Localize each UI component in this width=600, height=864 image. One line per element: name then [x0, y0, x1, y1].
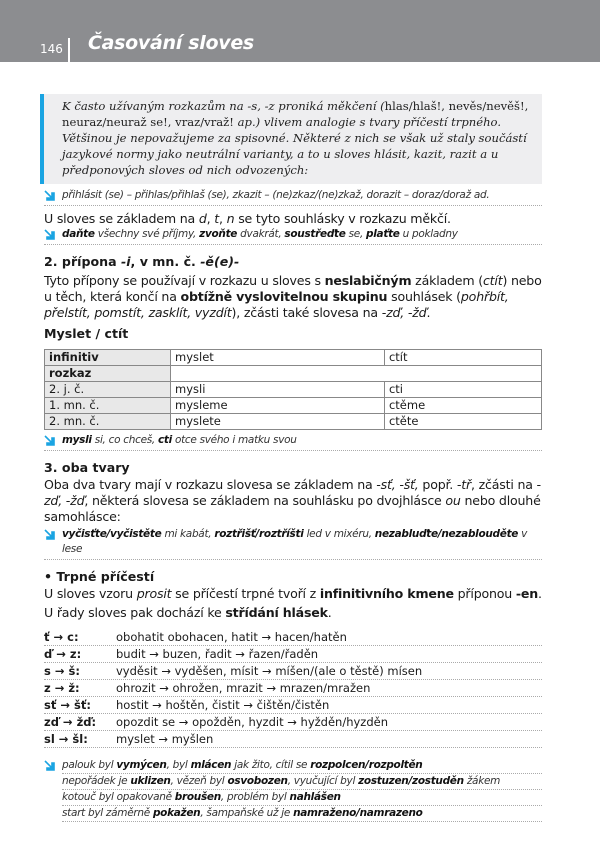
example-block	[44, 758, 542, 824]
example-line: mysli si, co chceš, cti otce svého i matku svou	[44, 433, 542, 451]
example-line: daňte všechny své příjmy, zvoňte dvakrát, soustřeďte se, plaťte u pokladny	[44, 227, 542, 245]
note-text: K často užívaným rozkazům na -s, -z proniká měkčení (	[62, 99, 385, 113]
example-line: vyčisťte/vyčistěte mi kabát, roztřišť/roztříšti led v mixéru, nezabluďte/nezablouděte v lese	[44, 527, 542, 560]
section-heading: 3. oba tvary	[44, 460, 130, 475]
note-text: ap.) vlivem analogie s tvary příčestí trpného. Většinou je nepovažujeme za spisovné. Některé z nich se však už staly součástí jazykové normy jako neutrální varianty, a to u sloves hlásit, kazit, razit a u předponových sloves od nich odvozených:	[62, 115, 527, 177]
example-line	[44, 188, 542, 206]
page-content	[44, 94, 542, 824]
table-row: infinitiv myslet ctít	[45, 350, 542, 366]
table-row: 2. j. č. mysli cti	[45, 382, 542, 398]
table-row: 1. mn. č. mysleme ctěme	[45, 398, 542, 414]
list-item: sť → šť: hostit → hoštěn, čistit → čištěn/čistěn	[44, 697, 542, 714]
example-line: nepořádek je uklizen, vězeň byl osvobozen, vyučující byl zostuzen/zostuděn žákem	[62, 774, 542, 790]
example-line: start byl záměrně pokažen, šampaňské už je namraženo/namrazeno	[62, 806, 542, 822]
header-divider	[68, 38, 70, 62]
table-title: Myslet / ctít	[44, 326, 129, 341]
note-box	[40, 94, 542, 184]
list-item: zď → žď: opozdit se → opožděn, hyzdit → hyžděn/hyzděn	[44, 714, 542, 731]
conjugation-table	[44, 349, 542, 430]
arrow-down-right-icon	[44, 528, 56, 540]
alternation-list	[44, 629, 542, 748]
arrow-down-right-icon	[44, 189, 56, 201]
table-row: 2. mn. č. myslete ctěte	[45, 414, 542, 430]
list-item: s → š: vyděsit → vyděšen, mísit → míšen/(ale o těstě) mísen	[44, 663, 542, 680]
chapter-title: Časování sloves	[88, 32, 254, 54]
table-row: rozkaz	[45, 366, 542, 382]
note-text: hlas/hlaš!, nevěs/nevěš!,	[384, 99, 529, 113]
paragraph: Tyto přípony se používají v rozkazu u sloves s neslabičným základem (ctít) nebo u těch, která končí na obtížně vyslovitelnou skupinu souhlásek (pohřbít, přelstít, pomstít, zasklít, vyzdít), zčásti také slovesa na -zď, -žď.	[44, 273, 542, 320]
example-line: kotouč byl opakovaně broušen, problém byl nahlášen	[62, 790, 542, 806]
paragraph: U řady sloves pak dochází ke střídání hlásek.	[44, 605, 332, 620]
arrow-down-right-icon	[44, 759, 56, 771]
example-line: palouk byl vymýcen, byl mlácen jak žito, cítil se rozpolcen/rozpoltěn	[62, 758, 542, 774]
note-text: neuraz/neuraž se!, vraz/vraž!	[62, 115, 234, 129]
page-number: 146	[40, 42, 63, 56]
paragraph: U sloves vzoru prosit se příčestí trpné tvoří z infinitivního kmene příponou -en.	[44, 586, 542, 601]
list-item: ť → c: obohatit obohacen, hatit → hacen/hatěn	[44, 629, 542, 646]
example-text: přihlásit (se) – přihlas/přihlaš (se), zkazit – (ne)zkaz/(ne)zkaž, dorazit – doraz/doraž ad.	[62, 189, 490, 201]
list-item: z → ž: ohrozit → ohrožen, mrazit → mrazen/mražen	[44, 680, 542, 697]
arrow-down-right-icon	[44, 228, 56, 240]
page-header	[0, 0, 600, 62]
list-item: sl → šl: myslet → myšlen	[44, 731, 542, 748]
section-heading: • Trpné příčestí	[44, 569, 155, 584]
paragraph: Oba dva tvary mají v rozkazu slovesa se základem na -sť, -šť, popř. -tř, zčásti na -zď, -žď, některá slovesa se základem na souhlásku po dvojhlásce ou nebo dlouhé samohlásce:	[44, 477, 541, 524]
arrow-down-right-icon	[44, 434, 56, 446]
list-item: ď → z: budit → buzen, řadit → řazen/řaděn	[44, 646, 542, 663]
paragraph: U sloves se základem na d, t, n se tyto souhlásky v rozkazu měkčí.	[44, 211, 451, 226]
section-heading: 2. přípona -i, v mn. č. -ě(e)-	[44, 254, 240, 269]
